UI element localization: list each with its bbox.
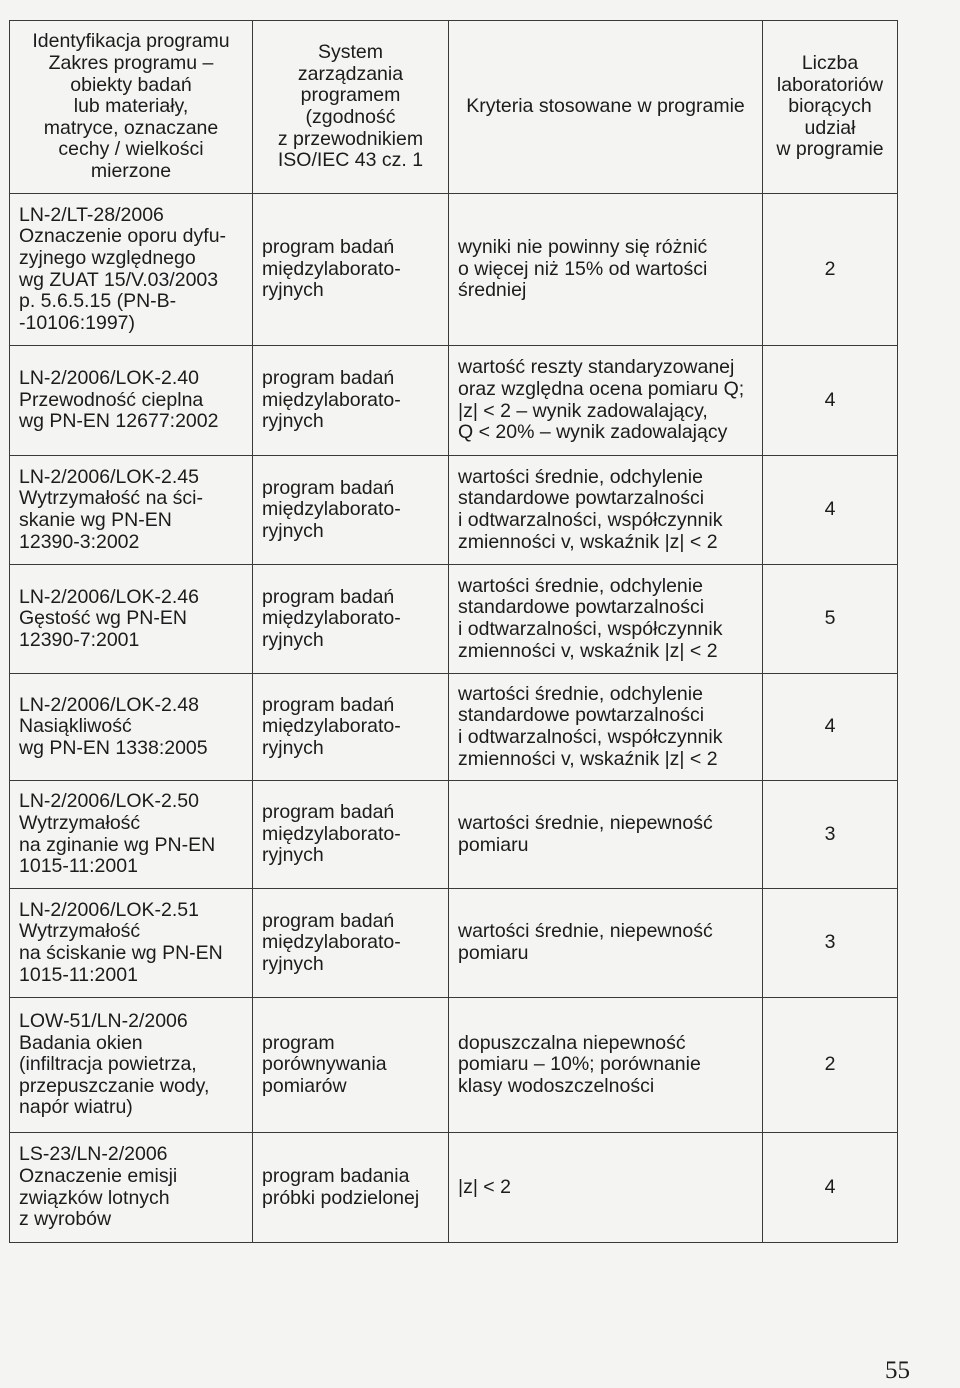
program-cell: LN-2/2006/LOK-2.51 Wytrzymałość na ściskanie wg PN-EN 1015-11:2001 bbox=[10, 889, 253, 998]
program-cell: LN-2/2006/LOK-2.48 Nasiąkliwość wg PN-EN 1338:2005 bbox=[10, 674, 253, 781]
lab-count-cell: 2 bbox=[763, 194, 898, 346]
header-row bbox=[10, 21, 898, 194]
table-row bbox=[10, 998, 898, 1133]
header-program-identification: Identyfikacja programu Zakres programu – obiekty badań lub materiały, matryce, oznaczane cechy / wielkości mierzone bbox=[10, 21, 253, 194]
lab-count-cell: 4 bbox=[763, 456, 898, 565]
system-cell: program badań międzylaborato- ryjnych bbox=[253, 565, 449, 674]
system-cell: program badań międzylaborato- ryjnych bbox=[253, 346, 449, 456]
system-cell: program badania próbki podzielonej bbox=[253, 1133, 449, 1243]
header-criteria: Kryteria stosowane w programie bbox=[449, 21, 763, 194]
criteria-cell: |z| < 2 bbox=[449, 1133, 763, 1243]
table-row bbox=[10, 194, 898, 346]
program-cell: LS-23/LN-2/2006 Oznaczenie emisji związków lotnych z wyrobów bbox=[10, 1133, 253, 1243]
page-number: 55 bbox=[885, 1357, 910, 1384]
criteria-cell: wartości średnie, odchylenie standardowe powtarzalności i odtwarzalności, współczynnik zmienności v, wskaźnik |z| < 2 bbox=[449, 456, 763, 565]
proficiency-programs-table-container bbox=[9, 20, 897, 1243]
table-row bbox=[10, 674, 898, 781]
table-row bbox=[10, 1133, 898, 1243]
criteria-cell: wyniki nie powinny się różnić o więcej niż 15% od wartości średniej bbox=[449, 194, 763, 346]
table-row bbox=[10, 346, 898, 456]
table-row bbox=[10, 781, 898, 889]
lab-count-cell: 4 bbox=[763, 1133, 898, 1243]
lab-count-cell: 4 bbox=[763, 674, 898, 781]
lab-count-cell: 2 bbox=[763, 998, 898, 1133]
criteria-cell: wartości średnie, odchylenie standardowe powtarzalności i odtwarzalności, współczynnik zmienności v, wskaźnik |z| < 2 bbox=[449, 674, 763, 781]
criteria-cell: wartości średnie, niepewność pomiaru bbox=[449, 889, 763, 998]
system-cell: program badań międzylaborato- ryjnych bbox=[253, 781, 449, 889]
table-body bbox=[10, 194, 898, 1243]
table-header bbox=[10, 21, 898, 194]
proficiency-programs-table bbox=[9, 20, 898, 1243]
lab-count-cell: 5 bbox=[763, 565, 898, 674]
program-cell: LN-2/LT-28/2006 Oznaczenie oporu dyfu- zyjnego względnego wg ZUAT 15/V.03/2003 p. 5.6.5.15 (PN-B- -10106:1997) bbox=[10, 194, 253, 346]
program-cell: LOW-51/LN-2/2006 Badania okien (infiltracja powietrza, przepuszczanie wody, napór wiatru) bbox=[10, 998, 253, 1133]
lab-count-cell: 3 bbox=[763, 781, 898, 889]
header-lab-count: Liczba laboratoriów biorących udział w programie bbox=[763, 21, 898, 194]
table-row bbox=[10, 889, 898, 998]
program-cell: LN-2/2006/LOK-2.50 Wytrzymałość na zginanie wg PN-EN 1015-11:2001 bbox=[10, 781, 253, 889]
system-cell: program badań międzylaborato- ryjnych bbox=[253, 456, 449, 565]
system-cell: program badań międzylaborato- ryjnych bbox=[253, 194, 449, 346]
program-cell: LN-2/2006/LOK-2.46 Gęstość wg PN-EN 12390-7:2001 bbox=[10, 565, 253, 674]
header-management-system: System zarządzania programem (zgodność z przewodnikiem ISO/IEC 43 cz. 1 bbox=[253, 21, 449, 194]
program-cell: LN-2/2006/LOK-2.45 Wytrzymałość na ści- skanie wg PN-EN 12390-3:2002 bbox=[10, 456, 253, 565]
lab-count-cell: 4 bbox=[763, 346, 898, 456]
lab-count-cell: 3 bbox=[763, 889, 898, 998]
system-cell: program porównywania pomiarów bbox=[253, 998, 449, 1133]
program-cell: LN-2/2006/LOK-2.40 Przewodność cieplna wg PN-EN 12677:2002 bbox=[10, 346, 253, 456]
table-row bbox=[10, 456, 898, 565]
criteria-cell: wartości średnie, niepewność pomiaru bbox=[449, 781, 763, 889]
criteria-cell: wartość reszty standaryzowanej oraz względna ocena pomiaru Q; |z| < 2 – wynik zadowalający, Q < 20% – wynik zadowalający bbox=[449, 346, 763, 456]
table-row bbox=[10, 565, 898, 674]
system-cell: program badań międzylaborato- ryjnych bbox=[253, 674, 449, 781]
criteria-cell: dopuszczalna niepewność pomiaru – 10%; porównanie klasy wodoszczelności bbox=[449, 998, 763, 1133]
system-cell: program badań międzylaborato- ryjnych bbox=[253, 889, 449, 998]
criteria-cell: wartości średnie, odchylenie standardowe powtarzalności i odtwarzalności, współczynnik zmienności v, wskaźnik |z| < 2 bbox=[449, 565, 763, 674]
